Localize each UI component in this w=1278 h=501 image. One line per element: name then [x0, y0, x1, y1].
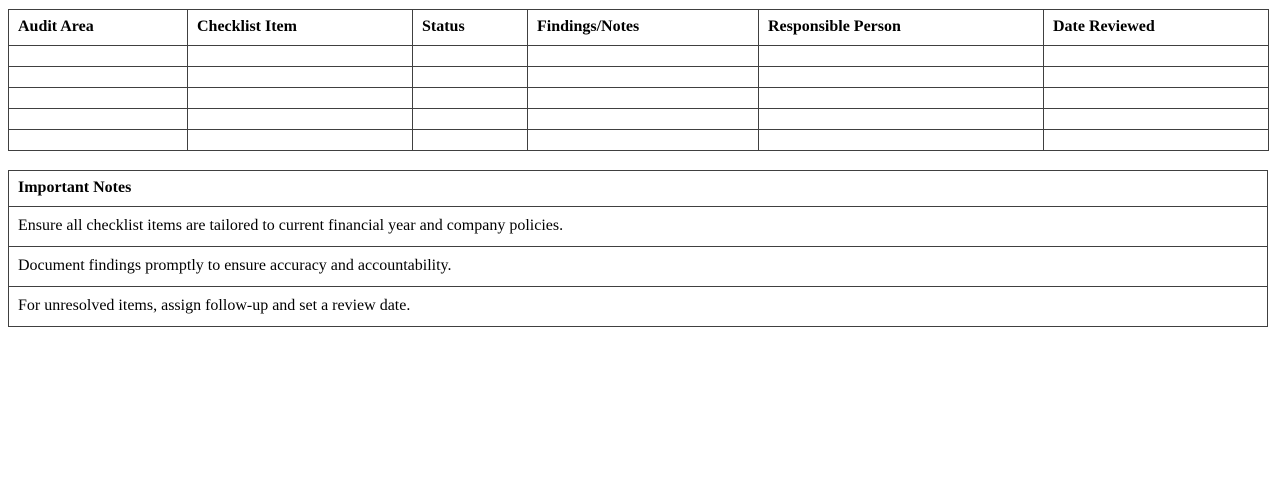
empty-cell [9, 88, 188, 109]
empty-cell [1044, 46, 1269, 67]
column-header-findings-notes: Findings/Notes [528, 10, 759, 46]
column-header-status: Status [413, 10, 528, 46]
empty-cell [188, 130, 413, 151]
empty-cell [759, 46, 1044, 67]
empty-cell [413, 46, 528, 67]
note-text: Ensure all checklist items are tailored to current financial year and company policies. [9, 207, 1268, 247]
empty-cell [1044, 88, 1269, 109]
empty-cell [1044, 67, 1269, 88]
empty-cell [188, 109, 413, 130]
empty-cell [9, 109, 188, 130]
table-row [9, 109, 1269, 130]
empty-cell [413, 67, 528, 88]
empty-cell [759, 109, 1044, 130]
empty-cell [188, 46, 413, 67]
table-row [9, 130, 1269, 151]
empty-cell [9, 130, 188, 151]
empty-cell [528, 88, 759, 109]
column-header-date-reviewed: Date Reviewed [1044, 10, 1269, 46]
table-row [9, 46, 1269, 67]
column-header-audit-area: Audit Area [9, 10, 188, 46]
note-row [9, 287, 1268, 327]
empty-cell [528, 67, 759, 88]
empty-cell [528, 109, 759, 130]
notes-title-row [9, 171, 1268, 207]
empty-cell [188, 67, 413, 88]
empty-cell [413, 130, 528, 151]
empty-cell [1044, 130, 1269, 151]
header-row [9, 10, 1269, 46]
empty-cell [528, 46, 759, 67]
note-text: Document findings promptly to ensure accuracy and accountability. [9, 247, 1268, 287]
important-notes-table [8, 170, 1268, 327]
note-row [9, 207, 1268, 247]
empty-cell [188, 88, 413, 109]
empty-cell [9, 67, 188, 88]
audit-checklist-table [8, 9, 1269, 151]
empty-cell [1044, 109, 1269, 130]
empty-cell [759, 130, 1044, 151]
column-header-checklist-item: Checklist Item [188, 10, 413, 46]
empty-cell [413, 109, 528, 130]
note-text: For unresolved items, assign follow-up and set a review date. [9, 287, 1268, 327]
empty-cell [759, 67, 1044, 88]
table-row [9, 67, 1269, 88]
table-row [9, 88, 1269, 109]
empty-cell [413, 88, 528, 109]
empty-cell [759, 88, 1044, 109]
empty-cell [528, 130, 759, 151]
column-header-responsible-person: Responsible Person [759, 10, 1044, 46]
notes-title: Important Notes [9, 171, 1268, 207]
empty-cell [9, 46, 188, 67]
note-row [9, 247, 1268, 287]
